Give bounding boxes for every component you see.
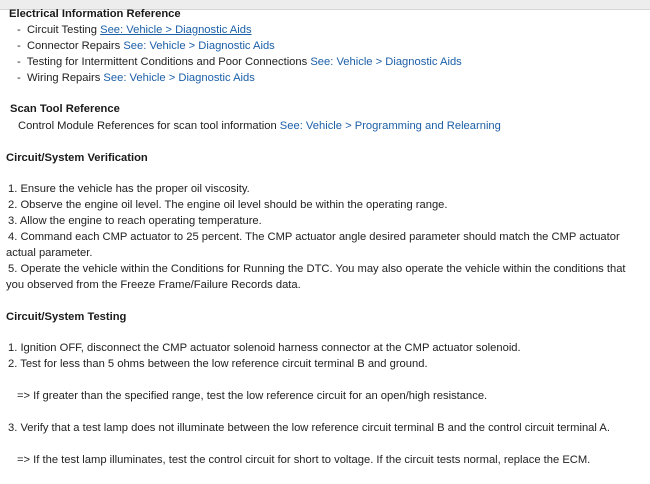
scan-tool-text: Control Module References for scan tool information bbox=[18, 120, 277, 132]
list-item bbox=[17, 71, 255, 85]
scan-tool-heading: Scan Tool Reference bbox=[10, 103, 120, 115]
testing-step: 2. Test for less than 5 ohms between the low reference circuit terminal B and ground. bbox=[8, 358, 428, 370]
list-item bbox=[17, 55, 462, 69]
list-bullet: - bbox=[17, 40, 27, 52]
list-item-text: Circuit Testing bbox=[26, 24, 98, 36]
testing-heading: Circuit/System Testing bbox=[6, 311, 127, 323]
testing-result: => If greater than the specified range, test the low reference circuit for an open/high resistance. bbox=[17, 390, 488, 402]
list-item bbox=[17, 23, 252, 37]
verification-step: 5. Operate the vehicle within the Conditions for Running the DTC. You may also operate the vehicle within the conditions that bbox=[8, 263, 626, 275]
verification-step: 2. Observe the engine oil level. The engine oil level should be within the operating range. bbox=[8, 199, 448, 211]
list-item-text: Wiring Repairs bbox=[26, 72, 101, 84]
verification-step-continued: actual parameter. bbox=[6, 247, 93, 259]
verification-step: 1. Ensure the vehicle has the proper oil viscosity. bbox=[8, 183, 250, 195]
scan-tool-line bbox=[18, 119, 501, 133]
diagnostic-aids-link[interactable]: See: Vehicle > Diagnostic Aids bbox=[100, 24, 252, 36]
testing-result: => If the test lamp illuminates, test the control circuit for short to voltage. If the circuit tests normal, replace the ECM. bbox=[17, 454, 591, 466]
diagnostic-aids-link[interactable]: See: Vehicle > Diagnostic Aids bbox=[310, 56, 462, 68]
testing-step: 3. Verify that a test lamp does not illuminate between the low reference circuit terminal B and the control circuit terminal A. bbox=[8, 422, 610, 434]
list-item-text: Connector Repairs bbox=[26, 40, 121, 52]
list-bullet: - bbox=[17, 24, 27, 36]
list-item-text: Testing for Intermittent Conditions and Poor Connections bbox=[26, 56, 308, 68]
verification-heading: Circuit/System Verification bbox=[6, 152, 148, 164]
programming-relearning-link[interactable]: See: Vehicle > Programming and Relearning bbox=[279, 120, 501, 132]
list-bullet: - bbox=[17, 72, 27, 84]
list-bullet: - bbox=[17, 56, 27, 68]
verification-step: 4. Command each CMP actuator to 25 percent. The CMP actuator angle desired parameter should match the CMP actuator bbox=[8, 231, 620, 243]
testing-step: 1. Ignition OFF, disconnect the CMP actuator solenoid harness connector at the CMP actuator solenoid. bbox=[8, 342, 521, 354]
electrical-reference-heading: Electrical Information Reference bbox=[9, 8, 181, 20]
verification-step: 3. Allow the engine to reach operating temperature. bbox=[8, 215, 262, 227]
list-item bbox=[17, 39, 275, 53]
diagnostic-aids-link[interactable]: See: Vehicle > Diagnostic Aids bbox=[123, 40, 275, 52]
diagnostic-aids-link[interactable]: See: Vehicle > Diagnostic Aids bbox=[103, 72, 255, 84]
verification-step-continued: you observed from the Freeze Frame/Failure Records data. bbox=[6, 279, 301, 291]
